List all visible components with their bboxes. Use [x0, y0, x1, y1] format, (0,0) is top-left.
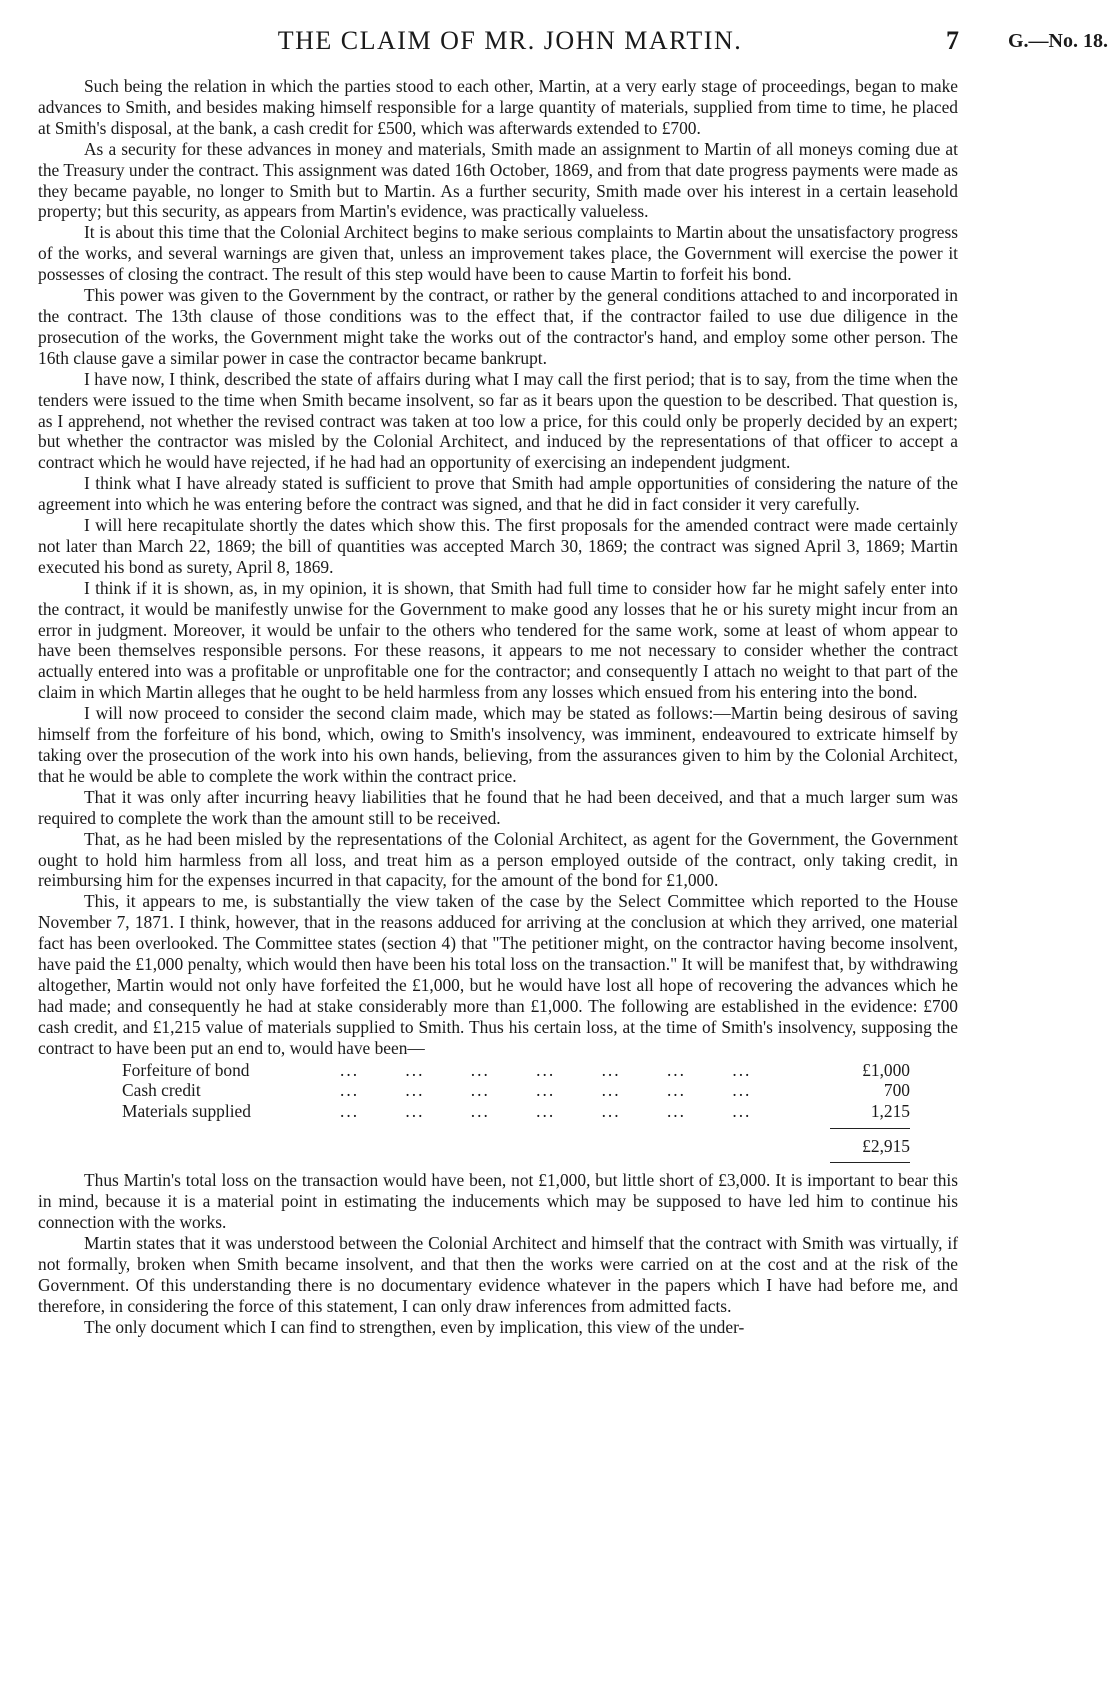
page-header — [0, 20, 1114, 60]
ledger-row — [38, 1080, 958, 1101]
ledger-row — [38, 1060, 958, 1081]
ledger-label: Cash credit — [122, 1080, 201, 1101]
ledger-total: £2,915 — [862, 1136, 910, 1157]
paragraph: This power was given to the Government by the contract, or rather by the general conditions attached to and incorporated in the contract. The 13th clause of those conditions was to the effect that, if the contractor failed to use due diligence in the prosecution of the works, the Government might take the works out of the contractor's hand, and employ some other person. The 16th clause gave a similar power in case the contractor became bankrupt. — [38, 285, 958, 368]
document-body — [38, 76, 958, 1338]
paragraph: This, it appears to me, is substantially the view taken of the case by the Select Committee which reported to the House November 7, 1871. I think, however, that in the reasons adduced for arriving at the conclusion at which they arrived, one material fact has been overlooked. The Committee states (section 4) that "The petitioner might, on the contractor having become insolvent, have paid the £1,000 penalty, which would then have been his total loss on the transaction." It will be manifest that, by withdrawing altogether, Martin would not only have forfeited the £1,000, but he would have lost all hope of recovering the advances which he had made; and consequently he had at stake considerably more than £1,000. The following are established in the evidence: £700 cash credit, and £1,215 value of materials supplied to Smith. Thus his certain loss, at the time of Smith's insolvency, supposing the contract to have been put an end to, would have been— — [38, 891, 958, 1058]
loss-ledger — [38, 1060, 958, 1169]
ledger-label: Materials supplied — [122, 1101, 251, 1122]
leader-dots: ... ... ... ... ... ... ... — [340, 1080, 752, 1101]
page-number: 7 — [946, 26, 959, 55]
paragraph: I will here recapitulate shortly the dates which show this. The first proposals for the amended contract were made certainly not later than March 22, 1869; the bill of quantities was accepted March 30, 1869; the contract was signed April 3, 1869; Martin executed his bond as surety, April 8, 1869. — [38, 515, 958, 577]
paragraph: That, as he had been misled by the representations of the Colonial Architect, as agent for the Government, the Government ought to hold him harmless from all loss, and treat him as a person employed outside of the contract, only taking credit, in reimbursing him for the expenses incurred in that capacity, for the amount of the bond for £1,000. — [38, 828, 958, 891]
leader-dots: ... ... ... ... ... ... ... — [340, 1059, 752, 1080]
paragraph: Martin states that it was understood between the Colonial Architect and himself that the contract with Smith was virtually, if not formally, broken when Smith became insolvent, and that then the works were carried on at the cost and at the risk of the Government. Of this understanding there is no documentary evidence whatever in the papers which I have had before me, and therefore, in considering the force of this statement, I can only draw inferences from admitted facts. — [38, 1232, 958, 1316]
paragraph: I have now, I think, described the state of affairs during what I may call the first period; that is to say, from the time when the tenders were issued to the time when Smith became insolvent, so far as it bears upon the question to be described. That question is, as I apprehend, not whether the revised contract was taken at too low a price, for this could only be properly decided by an expert; but whether the contractor was misled by the Colonial Architect, and induced by the representations of that officer to accept a contract which he would have rejected, if he had had an opportunity of exercising an independent judgment. — [38, 368, 958, 473]
ledger-amount: £1,000 — [862, 1059, 910, 1080]
ledger-row — [38, 1101, 958, 1122]
ledger-amount: 700 — [883, 1080, 910, 1101]
page-title: THE CLAIM OF MR. JOHN MARTIN. — [277, 26, 743, 55]
paragraph: I think what I have already stated is sufficient to prove that Smith had ample opportunities of considering the nature of the agreement into which he was entering before the contract was signed, and that he did in fact consider it very carefully. — [38, 473, 958, 515]
series-reference: G.—No. 18. — [1008, 30, 1108, 52]
paragraph: It is about this time that the Colonial Architect begins to make serious complaints to Martin about the unsatisfactory progress of the works, and several warnings are given that, unless an improvement takes place, the Government will exercise the power it possesses of closing the contract. The result of this step would have been to cause Martin to forfeit his bond. — [38, 222, 958, 285]
leader-dots: ... ... ... ... ... ... ... — [340, 1101, 752, 1122]
paragraph: I think if it is shown, as, in my opinion, it is shown, that Smith had full time to consider how far he might safely enter into the contract, it would be manifestly unwise for the Government to make good any losses that he or his surety might incur from an error in judgment. Moreover, it would be unfair to the others who tendered for the same work, some at least of whom appear to have been themselves responsible persons. For these reasons, it appears to me not necessary to consider whether the contract actually entered into was a profitable or unprofitable one for the contractor; and consequently I attach no weight to that part of the claim in which Martin alleges that he ought to be held harmless from any losses which ensued from his entering into the bond. — [38, 577, 958, 703]
paragraph: The only document which I can find to strengthen, even by implication, this view of the under- — [84, 1316, 745, 1337]
ledger-rule — [38, 1158, 958, 1168]
paragraph: Such being the relation in which the parties stood to each other, Martin, at a very early stage of proceedings, began to make advances to Smith, and besides making himself responsible for a large quantity of materials, supplied from time to time, he placed at Smith's disposal, at the bank, a cash credit for £500, which was afterwards extended to £700. — [38, 76, 958, 138]
ledger-label: Forfeiture of bond — [122, 1059, 250, 1080]
paragraph: Thus Martin's total loss on the transaction would have been, not £1,000, but little short of £3,000. It is important to bear this in mind, because it is a material point in estimating the inducements which may be supposed to have led him to continue his connection with the works. — [38, 1170, 958, 1233]
paragraph: I will now proceed to consider the second claim made, which may be stated as follows:—Martin being desirous of saving himself from the forfeiture of his bond, which, owing to Smith's insolvency, was imminent, endeavoured to extricate himself by taking over the prosecution of the work into his own hands, believing, from the assurances given to him by the Colonial Architect, that he would be able to complete the work within the contract price. — [38, 703, 958, 786]
paragraph: That it was only after incurring heavy liabilities that he found that he had been deceived, and that a much larger sum was required to complete the work than the amount still to be received. — [38, 786, 958, 828]
ledger-total-row — [38, 1136, 958, 1158]
ledger-rule — [38, 1122, 958, 1136]
paragraph: As a security for these advances in money and materials, Smith made an assignment to Martin of all moneys coming due at the Treasury under the contract. This assignment was dated 16th October, 1869, and from that date progress payments were made as they became payable, no longer to Smith but to Martin. As a further security, Smith made over his interest in a certain leasehold property; but this security, as appears from Martin's evidence, was practically valueless. — [38, 138, 958, 222]
ledger-amount: 1,215 — [870, 1101, 910, 1122]
